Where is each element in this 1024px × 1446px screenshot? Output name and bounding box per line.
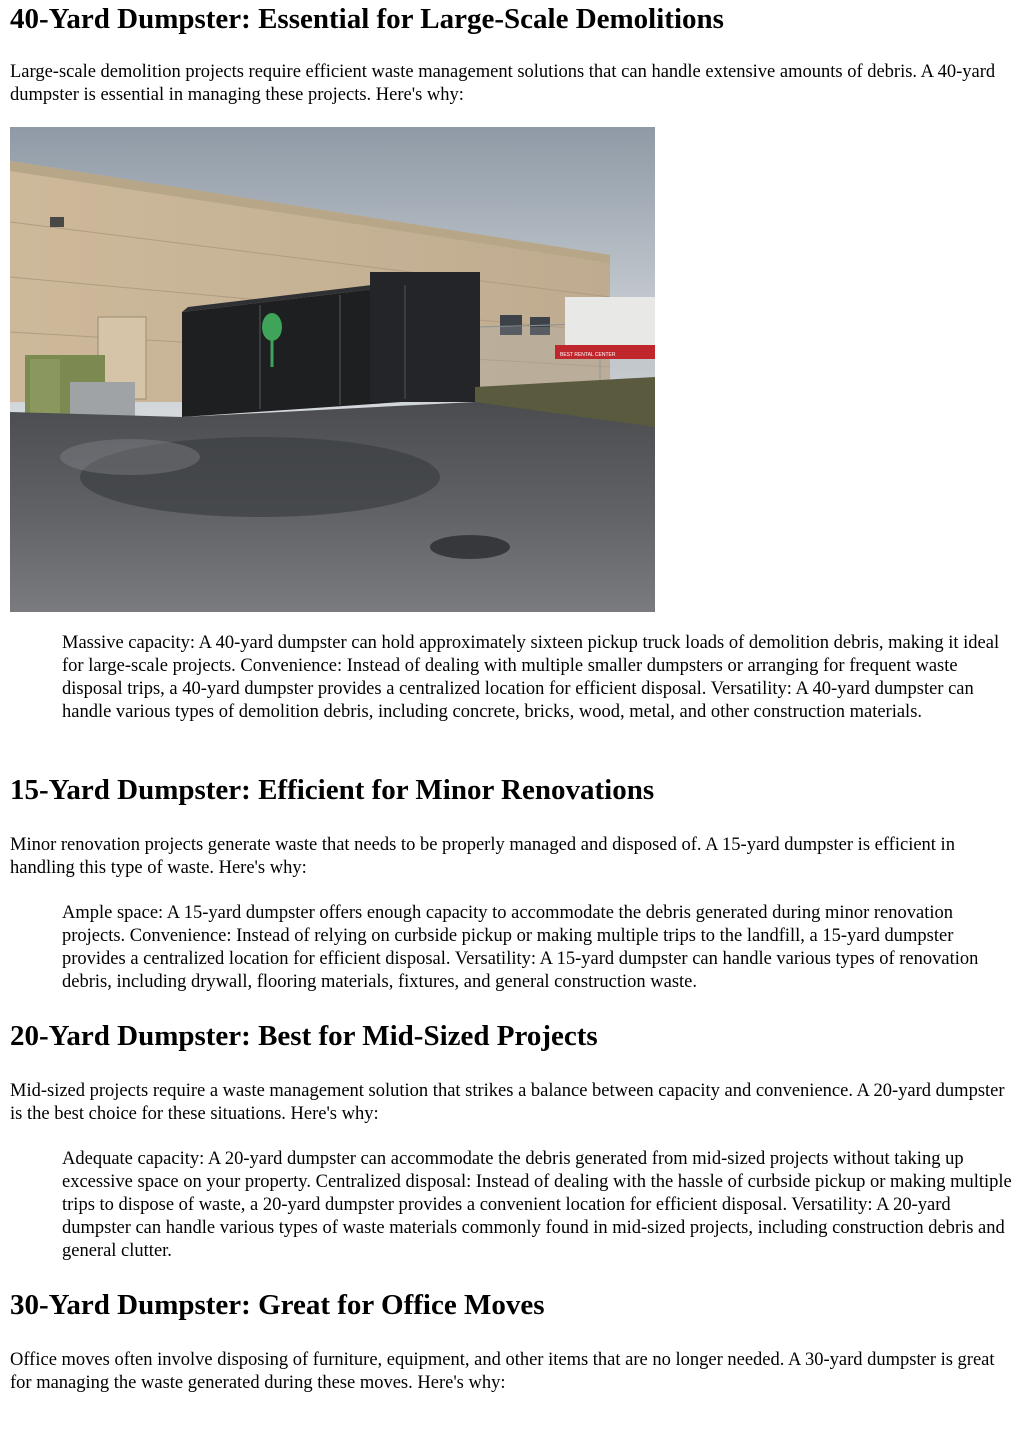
trailer-lettering: BEST RENTAL CENTER bbox=[560, 352, 616, 358]
section-heading: 30-Yard Dumpster: Great for Office Moves bbox=[10, 1289, 545, 1321]
dumpster-photo bbox=[10, 127, 655, 612]
section-heading: 20-Yard Dumpster: Best for Mid-Sized Projects bbox=[10, 1020, 598, 1052]
section-heading: 15-Yard Dumpster: Efficient for Minor Renovations bbox=[10, 774, 655, 806]
section-intro: Mid-sized projects require a waste management solution that strikes a balance between capacity and convenience. A 20-yard dumpster is the best choice for these situations. Here's why: bbox=[10, 1081, 1005, 1124]
section-intro: Large-scale demolition projects require efficient waste management solutions that can handle extensive amounts of debris. A 40-yard dumpster is essential in managing these projects. Here's why: bbox=[10, 62, 996, 105]
section-heading: 40-Yard Dumpster: Essential for Large-Scale Demolitions bbox=[10, 3, 724, 35]
section-details: Ample space: A 15-yard dumpster offers enough capacity to accommodate the debris generated during minor renovation projects. Convenience: Instead of relying on curbside pickup or making multiple trips to the landfill, a 15-yard dumpster provides a centralized location for efficient disposal. Versatility: A 15-yard dumpster can handle various types of renovation debris, including drywall, flooring materials, fixtures, and general construction waste. bbox=[62, 903, 979, 992]
section-intro: Office moves often involve disposing of furniture, equipment, and other items that are no longer needed. A 30-yard dumpster is great for managing the waste generated during these moves. Here's why: bbox=[10, 1350, 995, 1393]
section-details: Massive capacity: A 40-yard dumpster can hold approximately sixteen pickup truck loads of demolition debris, making it ideal for large-scale projects. Convenience: Instead of dealing with multiple smaller dumpsters or arranging for frequent waste disposal trips, a 40-yard dumpster provides a centralized location for efficient disposal. Versatility: A 40-yard dumpster can handle various types of demolition debris, including concrete, bricks, wood, metal, and other construction materials. bbox=[62, 633, 1000, 722]
section-details: Adequate capacity: A 20-yard dumpster can accommodate the debris generated from mid-sized projects without taking up excessive space on your property. Centralized disposal: Instead of dealing with the hassle of curbside pickup or making multiple trips to dispose of waste, a 20-yard dumpster provides a convenient location for efficient disposal. Versatility: A 20-yard dumpster can handle various types of waste materials commonly found in mid-sized projects, including construction debris and general clutter. bbox=[62, 1149, 1012, 1261]
section-intro: Minor renovation projects generate waste that needs to be properly managed and disposed of. A 15-yard dumpster is efficient in handling this type of waste. Here's why: bbox=[10, 835, 955, 878]
